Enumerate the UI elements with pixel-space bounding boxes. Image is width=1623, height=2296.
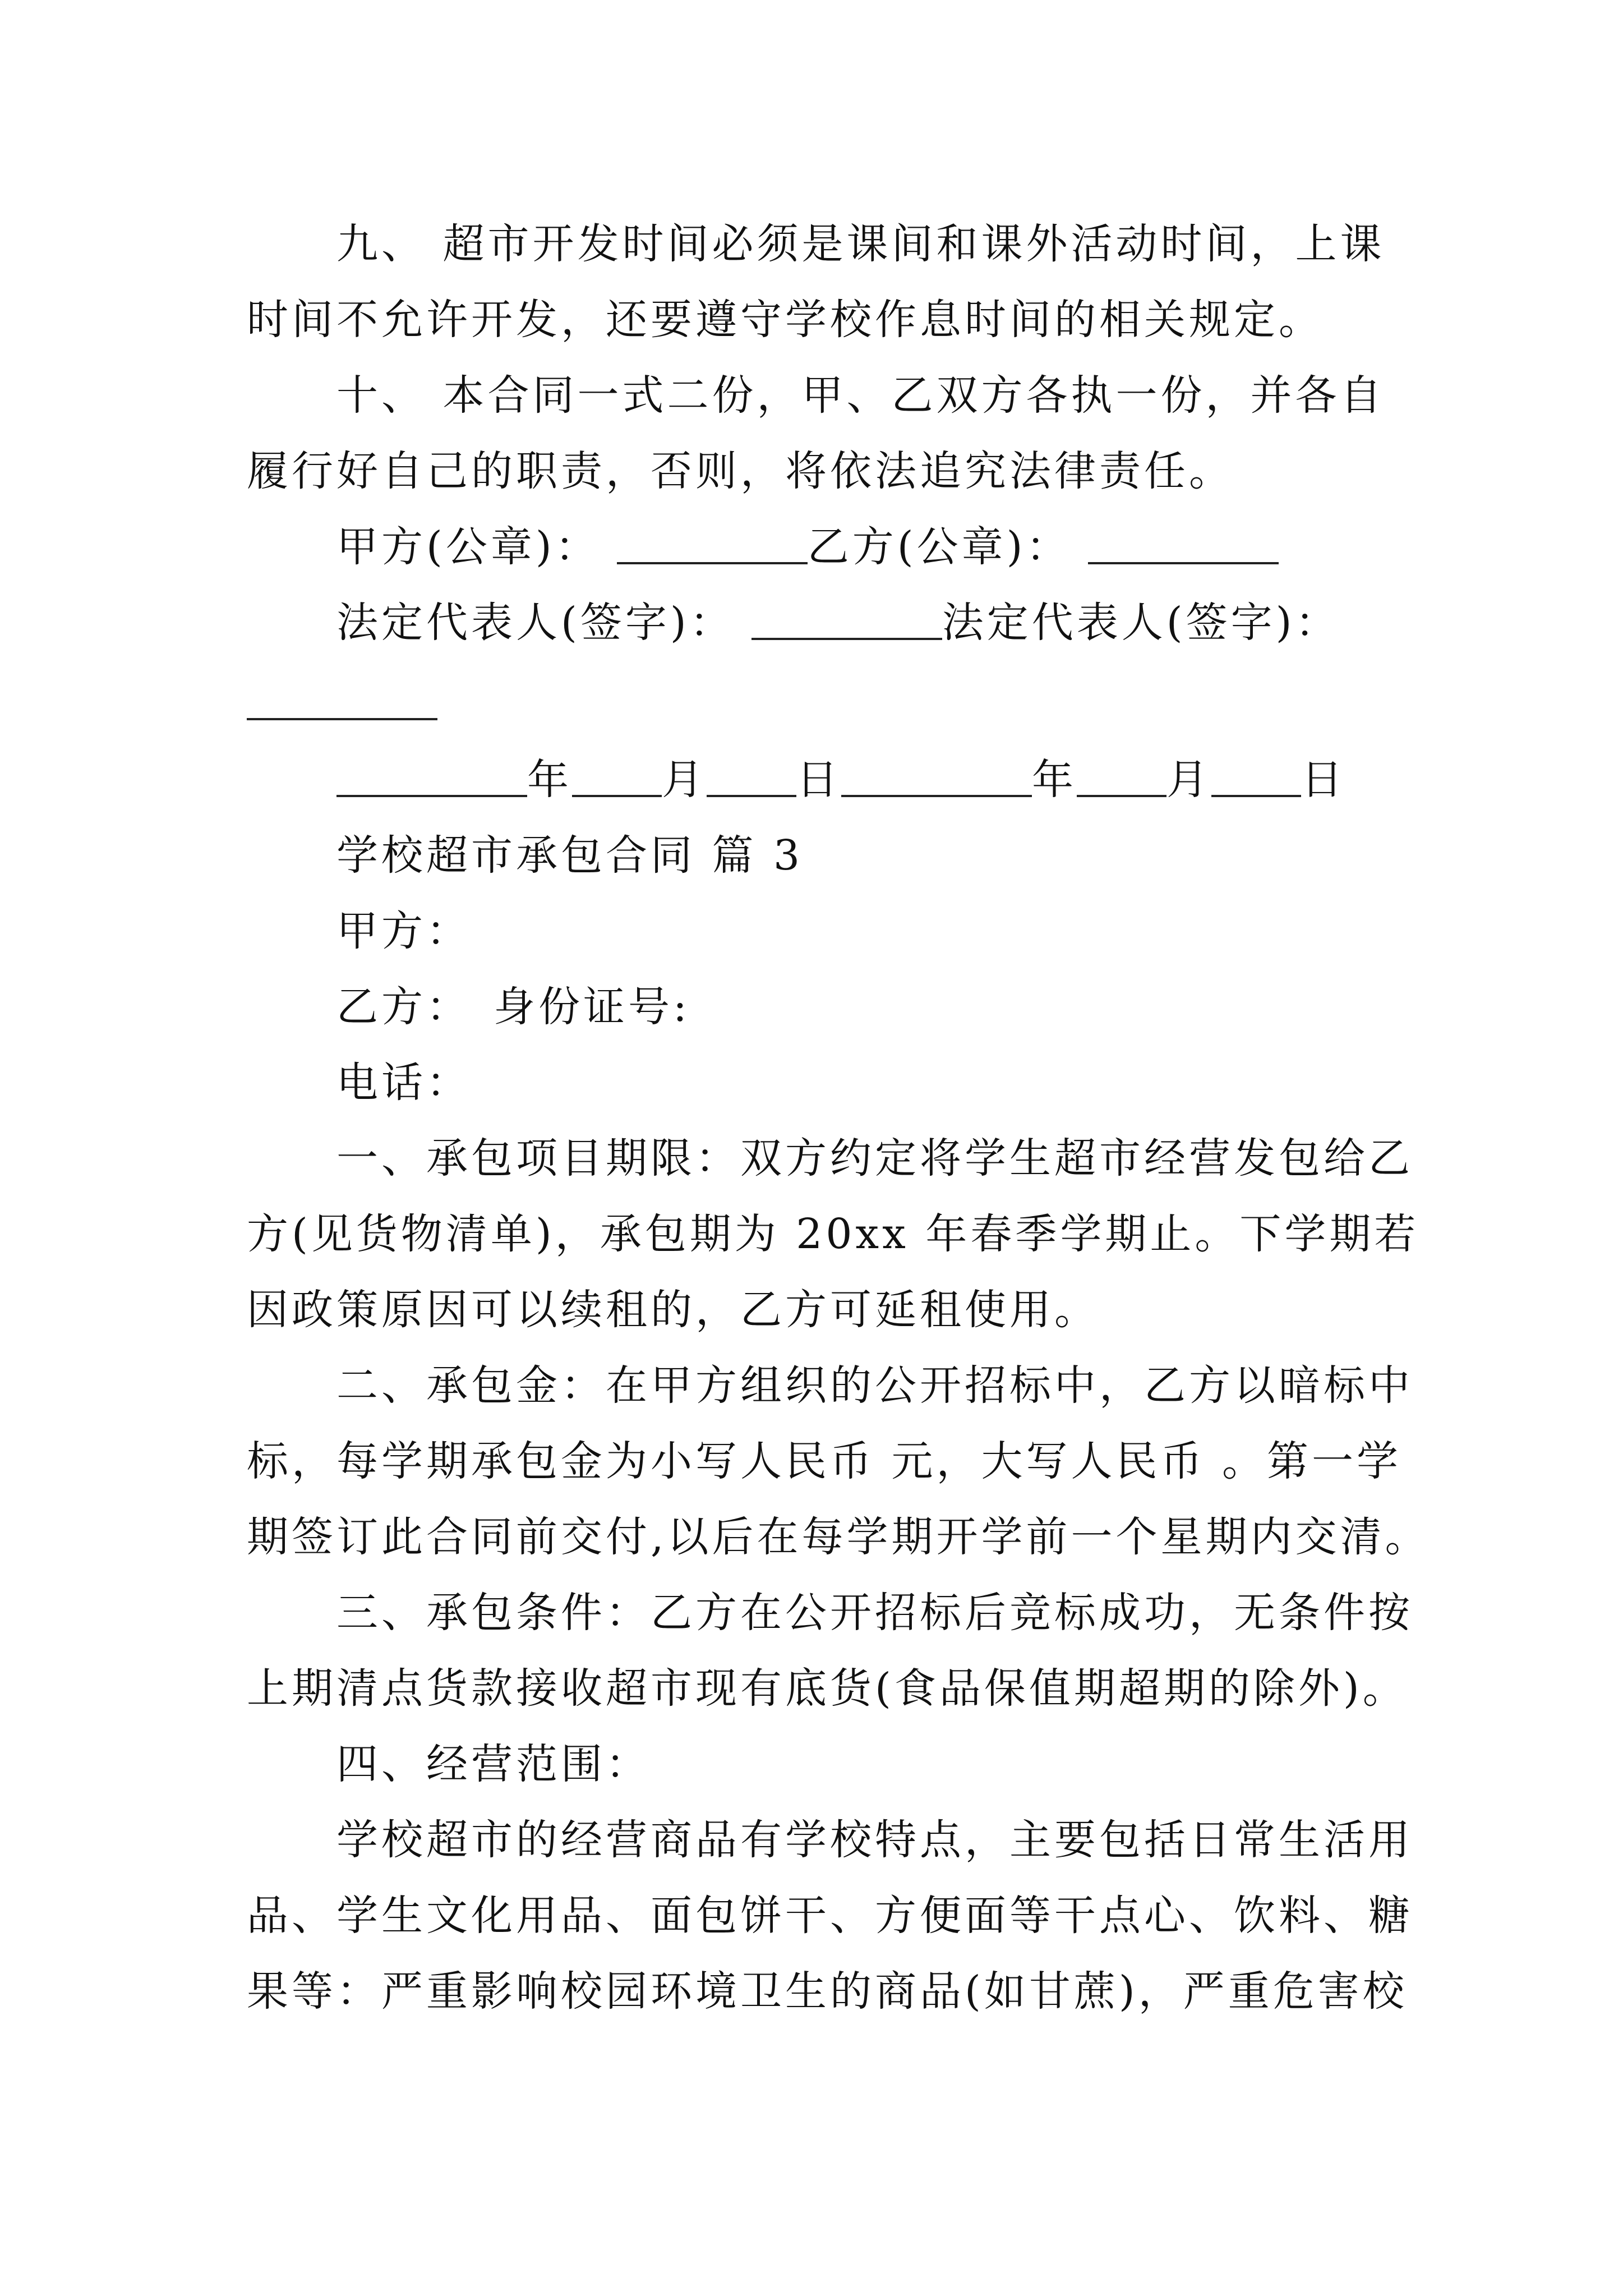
article-4-line-3: 果等：严重影响校园环境卫生的商品(如甘蔗)，严重危害校 xyxy=(247,1967,1408,2016)
day-b-blank xyxy=(1211,753,1301,797)
month-a-blank xyxy=(572,753,662,797)
clause-10-line-1: 十、 本合同一式二份，甲、乙双方各执一份，并各自 xyxy=(336,371,1385,420)
article-2-line-2: 标，每学期承包金为小写人民币 元，大写人民币 。第一学 xyxy=(247,1437,1402,1485)
section-title: 学校超市承包合同 篇 3 xyxy=(336,831,804,880)
article-4-heading: 四、经营范围： xyxy=(336,1740,651,1788)
party-a-label: 甲方： xyxy=(336,907,471,955)
day-a-blank xyxy=(707,753,796,797)
clause-10-line-2: 履行好自己的职责，否则，将依法追究法律责任。 xyxy=(247,447,1234,495)
party-b-label: 乙方： xyxy=(336,983,471,1031)
rep-b-label: 法定代表人(签字)： xyxy=(942,599,1340,647)
date-line xyxy=(336,752,1346,808)
article-3-line-2: 上期清点货款接收超市现有底货(食品保值期超期的除外)。 xyxy=(247,1664,1408,1713)
rep-a-blank xyxy=(751,596,942,640)
article-1-line-1: 一、承包项目期限：双方约定将学生超市经营发包给乙 xyxy=(336,1134,1413,1182)
clause-9-line-2: 时间不允许开发，还要遵守学校作息时间的相关规定。 xyxy=(247,296,1324,344)
rep-b-blank xyxy=(247,718,437,720)
month-a-label: 月 xyxy=(662,756,707,804)
id-number-label: 身份证号: xyxy=(494,983,690,1031)
party-b-line xyxy=(336,979,690,1035)
month-b-label: 月 xyxy=(1166,756,1211,804)
article-1-line-3: 因政策原因可以续租的，乙方可延租使用。 xyxy=(247,1286,1099,1334)
year-b-blank xyxy=(841,753,1032,797)
month-b-blank xyxy=(1077,753,1166,797)
article-4-line-1: 学校超市的经营商品有学校特点，主要包括日常生活用 xyxy=(336,1816,1413,1864)
year-b-label: 年 xyxy=(1032,756,1077,804)
party-b-seal-label: 乙方(公章)： xyxy=(807,523,1071,571)
year-a-label: 年 xyxy=(527,756,572,804)
party-b-seal-blank xyxy=(1088,521,1279,564)
year-a-blank xyxy=(336,753,527,797)
party-a-seal-label: 甲方(公章)： xyxy=(336,523,600,571)
article-2-line-1: 二、承包金：在甲方组织的公开招标中，乙方以暗标中 xyxy=(336,1361,1413,1410)
representative-signature-line xyxy=(336,595,1340,651)
article-2-line-3: 期签订此合同前交付,以后在每学期开学前一个星期内交清。 xyxy=(247,1513,1430,1561)
day-b-label: 日 xyxy=(1301,756,1346,804)
party-a-seal-blank xyxy=(617,521,808,564)
phone-label: 电话： xyxy=(336,1059,471,1107)
seal-signature-line xyxy=(336,519,1279,575)
rep-a-label: 法定代表人(签字)： xyxy=(336,599,735,647)
article-4-line-2: 品、学生文化用品、面包饼干、方便面等干点心、饮料、糖 xyxy=(247,1892,1413,1940)
clause-9-line-1: 九、 超市开发时间必须是课间和课外活动时间，上课 xyxy=(336,220,1385,268)
article-3-line-1: 三、承包条件：乙方在公开招标后竞标成功，无条件按 xyxy=(336,1589,1413,1637)
article-1-line-2: 方(见货物清单)，承包期为 20xx 年春季学期止。下学期若 xyxy=(247,1210,1419,1258)
day-a-label: 日 xyxy=(796,756,841,804)
